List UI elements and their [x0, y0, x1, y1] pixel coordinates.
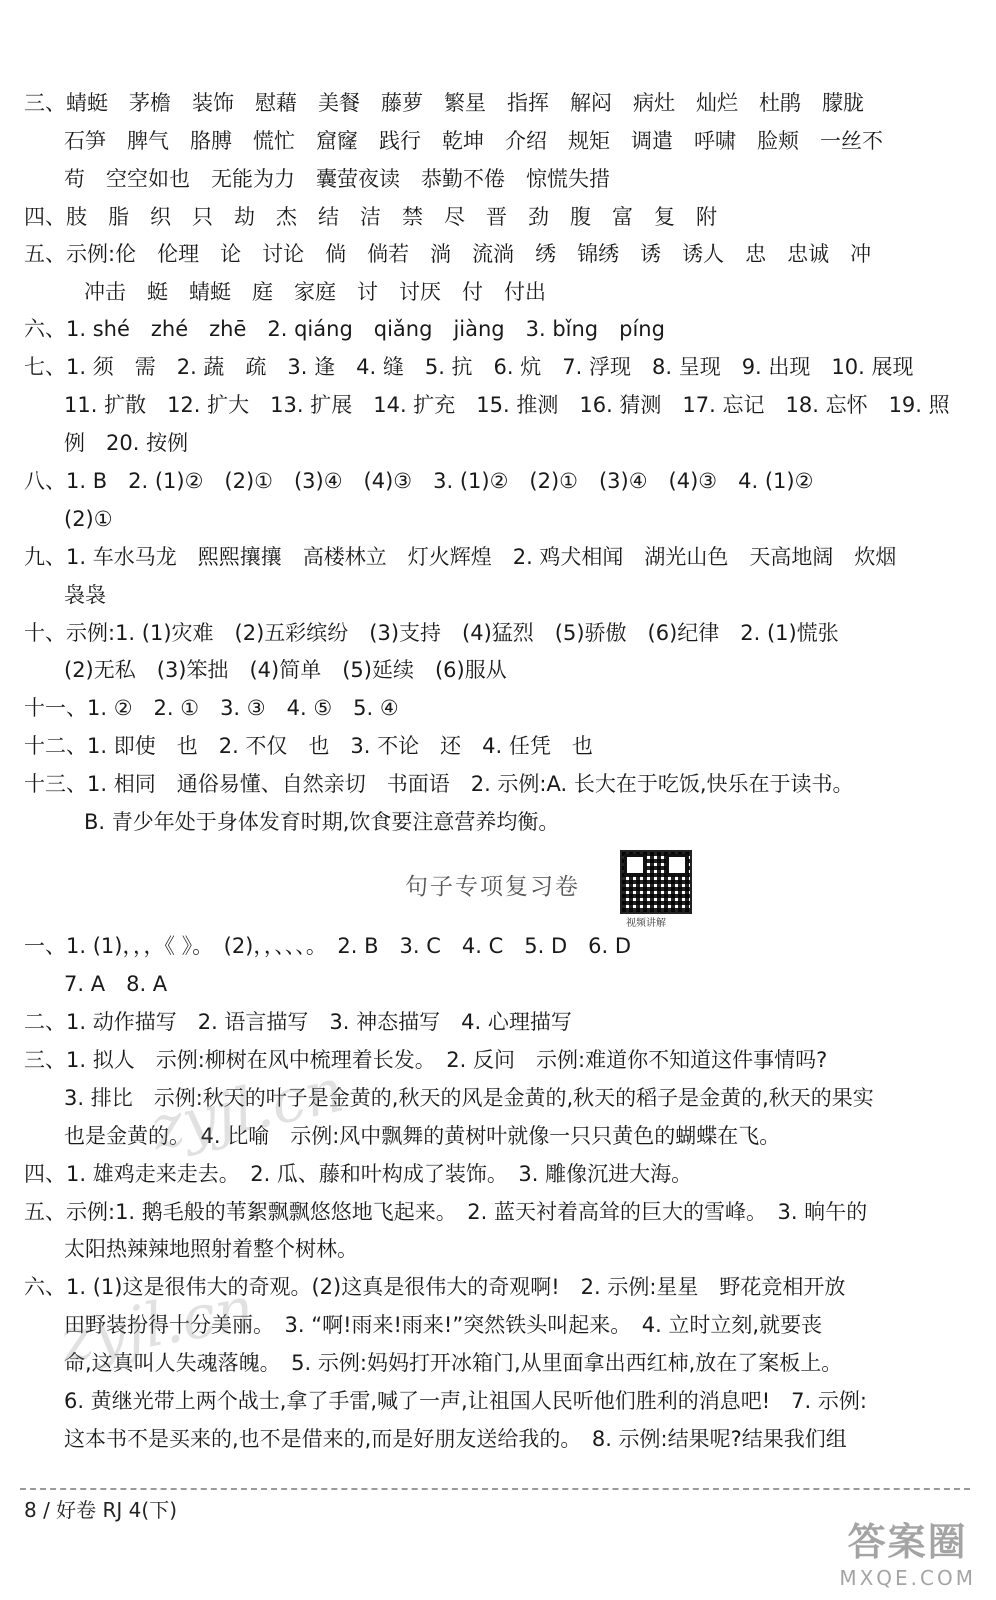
answer-line: 十、示例:1. (1)灾难 (2)五彩缤纷 (3)支持 (4)猛烈 (5)骄傲 (6)纪律 2. (1)慌张	[24, 621, 839, 645]
answer-line: 五、示例:伦 伦理 论 讨论 倘 倘若 淌 流淌 绣 锦绣 诱 诱人 忠 忠诚 冲	[24, 242, 872, 266]
answer-line: 冲击 蜓 蜻蜓 庭 家庭 讨 讨厌 付 付出	[84, 280, 546, 304]
answer-line: 一、1. (1)，，，《 》。 (2)，，、、、。 2. B 3. C 4. C 5. D 6. D	[24, 934, 632, 958]
answer-line: 6. 黄继光带上两个战士,拿了手雷,喊了一声,让祖国人民听他们胜利的消息吧! 7. 示例:	[64, 1389, 867, 1413]
answer-line: 六、1. shé zhé zhē 2. qiáng qiǎng jiàng 3. bǐng píng	[24, 317, 665, 341]
qr-caption: 视频讲解	[626, 918, 666, 929]
answer-line: 这本书不是买来的,也不是借来的,而是好朋友送给我的。 8. 示例:结果呢?结果我们组	[64, 1427, 847, 1451]
answer-line: 例 20. 按例	[64, 431, 189, 455]
answer-line: 田野装扮得十分美丽。 3. “啊!雨来!雨来!”突然铁头叫起来。 4. 立时立刻,就要丧	[64, 1313, 823, 1337]
answer-line: 三、蜻蜓 茅檐 装饰 慰藉 美餐 藤萝 繁星 指挥 解闷 病灶 灿烂 杜鹃 朦胧	[24, 91, 864, 115]
answer-line: 九、1. 车水马龙 熙熙攘攘 高楼林立 灯火辉煌 2. 鸡犬相闻 湖光山色 天高地阔 炊烟	[24, 545, 897, 569]
footer-divider	[20, 1488, 970, 1490]
corner-logo-url: MXQE.COM	[839, 1566, 976, 1590]
section-title: 句子专项复习卷	[405, 874, 580, 900]
answer-line: 11. 扩散 12. 扩大 13. 扩展 14. 扩充 15. 推测 16. 猜测 17. 忘记 18. 忘怀 19. 照	[64, 393, 950, 417]
answer-line: 太阳热辣辣地照射着整个树林。	[64, 1237, 358, 1261]
answer-line: 苟 空空如也 无能为力 囊萤夜读 恭勤不倦 惊慌失措	[64, 167, 610, 191]
page-footer: 8 / 好卷 RJ 4(下)	[24, 1498, 178, 1522]
answer-line: 命,这真叫人失魂落魄。 5. 示例:妈妈打开冰箱门,从里面拿出西红柿,放在了案板上。	[64, 1351, 843, 1375]
answer-line: B. 青少年处于身体发育时期,饮食要注意营养均衡。	[84, 810, 560, 834]
answer-line: 十一、1. ② 2. ① 3. ③ 4. ⑤ 5. ④	[24, 696, 399, 720]
answer-line: 也是金黄的。 4. 比喻 示例:风中飘舞的黄树叶就像一只只黄色的蝴蝶在飞。	[64, 1124, 781, 1148]
answer-line: 7. A 8. A	[64, 972, 168, 996]
answer-line: 四、肢 脂 织 只 劫 杰 结 洁 禁 尽 晋 劲 腹 富 复 附	[24, 205, 717, 229]
answer-line: 七、1. 须 需 2. 蔬 疏 3. 逢 4. 缝 5. 抗 6. 炕 7. 浮现 8. 呈现 9. 出现 10. 展现	[24, 355, 914, 379]
answer-line: 四、1. 雄鸡走来走去。 2. 瓜、藤和叶构成了装饰。 3. 雕像沉进大海。	[24, 1162, 693, 1186]
watermark: zyjl.cn	[144, 1055, 350, 1165]
answer-line: 十二、1. 即使 也 2. 不仅 也 3. 不论 还 4. 任凭 也	[24, 734, 593, 758]
answer-line: 八、1. B 2. (1)② (2)① (3)④ (4)③ 3. (1)② (2)① (3)④ (4)③ 4. (1)②	[24, 469, 814, 493]
watermark: zyjl.cn	[55, 1273, 260, 1377]
answer-line: 袅袅	[64, 583, 106, 607]
answer-line: 五、示例:1. 鹅毛般的苇絮飘飘悠悠地飞起来。 2. 蓝天衬着高耸的巨大的雪峰。 3. 晌午的	[24, 1200, 868, 1224]
answer-line: 石笋 脾气 胳膊 慌忙 窟窿 践行 乾坤 介绍 规矩 调遣 呼啸 脸颊 一丝不	[64, 129, 883, 153]
answer-line: (2)无私 (3)笨拙 (4)简单 (5)延续 (6)服从	[64, 658, 507, 682]
answer-line: 二、1. 动作描写 2. 语言描写 3. 神态描写 4. 心理描写	[24, 1010, 572, 1034]
answer-line: 十三、1. 相同 通俗易懂、自然亲切 书面语 2. 示例:A. 长大在于吃饭,快乐在于读书。	[24, 772, 854, 796]
answer-line: 六、1. (1)这是很伟大的奇观。(2)这真是很伟大的奇观啊! 2. 示例:星星 野花竞相开放	[24, 1275, 846, 1299]
corner-logo-title: 答案圈	[847, 1520, 968, 1564]
answer-line: 3. 排比 示例:秋天的叶子是金黄的,秋天的风是金黄的,秋天的稻子是金黄的,秋天的果实	[64, 1086, 874, 1110]
answer-line: 三、1. 拟人 示例:柳树在风中梳理着长发。 2. 反问 示例:难道你不知道这件事情吗?	[24, 1048, 828, 1072]
qr-code-icon[interactable]	[620, 850, 692, 914]
corner-logo	[839, 1511, 976, 1590]
answer-line: (2)①	[64, 507, 113, 531]
